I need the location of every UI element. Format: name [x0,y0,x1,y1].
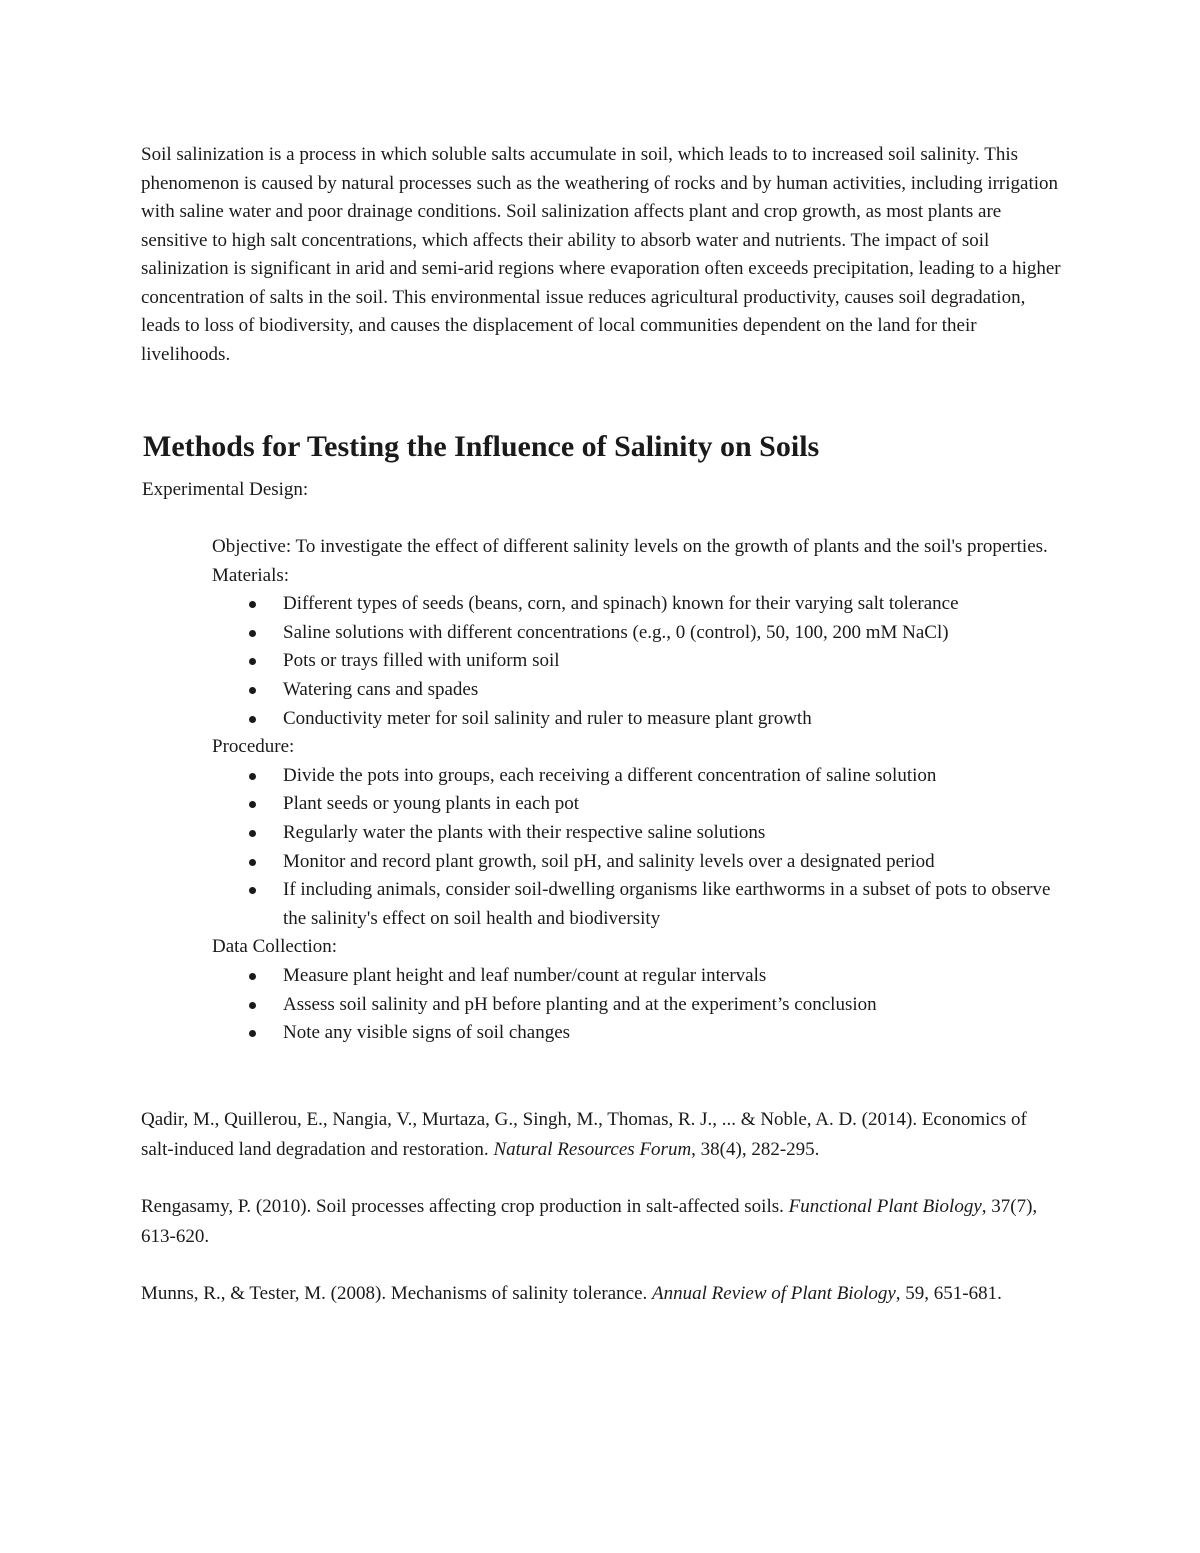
bullet-icon [249,887,256,894]
list-item-text: Divide the pots into groups, each receiving a different concentration of saline solution [283,764,937,786]
list-item [283,991,1072,1020]
reference-text: Rengasamy, P. (2010). Soil processes affecting crop production in salt-affected soils. [141,1196,789,1218]
bullet-icon [249,658,256,665]
reference-entry [141,1279,1061,1309]
data-collection-label: Data Collection: [212,936,338,958]
list-item-text: If including animals, consider soil-dwelling organisms like earthworms in a subset of pots to observe the salinity's effect on soil health and biodiversity [283,879,1051,929]
reference-journal: Natural Resources Forum [493,1138,692,1160]
list-item [283,647,1072,676]
list-item [283,848,1072,877]
reference-journal: Functional Plant Biology [788,1196,982,1218]
list-item-text: Saline solutions with different concentrations (e.g., 0 (control), 50, 100, 200 mM NaCl) [283,621,949,643]
list-item-text: Watering cans and spades [283,678,479,700]
bullet-icon [249,601,256,608]
list-item-text: Different types of seeds (beans, corn, and spinach) known for their varying salt tolerance [283,593,959,615]
list-item-text: Measure plant height and leaf number/count at regular intervals [283,964,767,986]
bullet-icon [249,973,256,980]
list-item [283,819,1072,848]
list-item [283,1019,1072,1048]
list-item-text: Conductivity meter for soil salinity and ruler to measure plant growth [283,707,812,729]
reference-journal: Annual Review of Plant Biology [652,1283,896,1305]
list-item [283,705,1072,734]
list-item [283,876,1072,933]
experimental-design-label: Experimental Design: [142,479,309,500]
intro-paragraph: Soil salinization is a process in which soluble salts accumulate in soil, which leads to to increased soil salinity. This phenomenon is caused by natural processes such as the weathering of rocks and by human activities, including irrigation with saline water and poor drainage conditions. Soil salinization affects plant and crop growth, as most plants are sensitive to high salt concentrations, which affects their ability to absorb water and nutrients. The impact of soil salinization is significant in arid and semi-arid regions where evaporation often exceeds precipitation, leading to a higher concentration of salts in the soil. This environmental issue reduces agricultural productivity, causes soil degradation, leads to loss of biodiversity, and causes the displacement of local communities dependent on the land for their livelihoods. [141,144,1061,365]
procedure-list [212,762,1072,934]
list-item [283,619,1072,648]
materials-list [212,590,1072,733]
section-heading: Methods for Testing the Influence of Salinity on Soils [143,430,820,463]
reference-entry [141,1192,1061,1251]
list-item [283,790,1072,819]
bullet-icon [249,716,256,723]
list-item [283,590,1072,619]
bullet-icon [249,630,256,637]
reference-citation: , 37(7), 613-620. [141,1196,1038,1247]
list-item [283,676,1072,705]
list-item-text: Pots or trays filled with uniform soil [283,650,560,672]
bullet-icon [249,801,256,808]
materials-label: Materials: [212,564,290,586]
references [141,1105,1061,1337]
list-item [283,962,1072,991]
bullet-icon [249,773,256,780]
reference-text: Munns, R., & Tester, M. (2008). Mechanisms of salinity tolerance. [141,1283,653,1305]
bullet-icon [249,1002,256,1009]
reference-citation: , 38(4), 282-295. [691,1138,820,1160]
list-item-text: Assess soil salinity and pH before planting and at the experiment’s conclusion [283,993,877,1015]
bullet-icon [249,859,256,866]
reference-citation: , 59, 651-681. [895,1283,1002,1305]
list-item-text: Plant seeds or young plants in each pot [283,793,580,815]
list-item-text: Regularly water the plants with their respective saline solutions [283,821,766,843]
list-item-text: Note any visible signs of soil changes [283,1022,571,1044]
data-collection-list [212,962,1072,1048]
procedure-label: Procedure: [212,736,295,758]
reference-entry [141,1105,1061,1164]
bullet-icon [249,830,256,837]
bullet-icon [249,687,256,694]
objective-text: Objective: To investigate the effect of different salinity levels on the growth of plants and the soil's properties. [212,536,1048,557]
bullet-icon [249,1030,256,1037]
list-item-text: Monitor and record plant growth, soil pH, and salinity levels over a designated period [283,850,935,872]
reference-text: Qadir, M., Quillerou, E., Nangia, V., Murtaza, G., Singh, M., Thomas, R. J., ... & Noble, A. D. (2014). Economics of salt-induced land degradation and restoration. [141,1109,1027,1160]
experimental-design-block [212,533,1072,1048]
list-item [283,762,1072,791]
